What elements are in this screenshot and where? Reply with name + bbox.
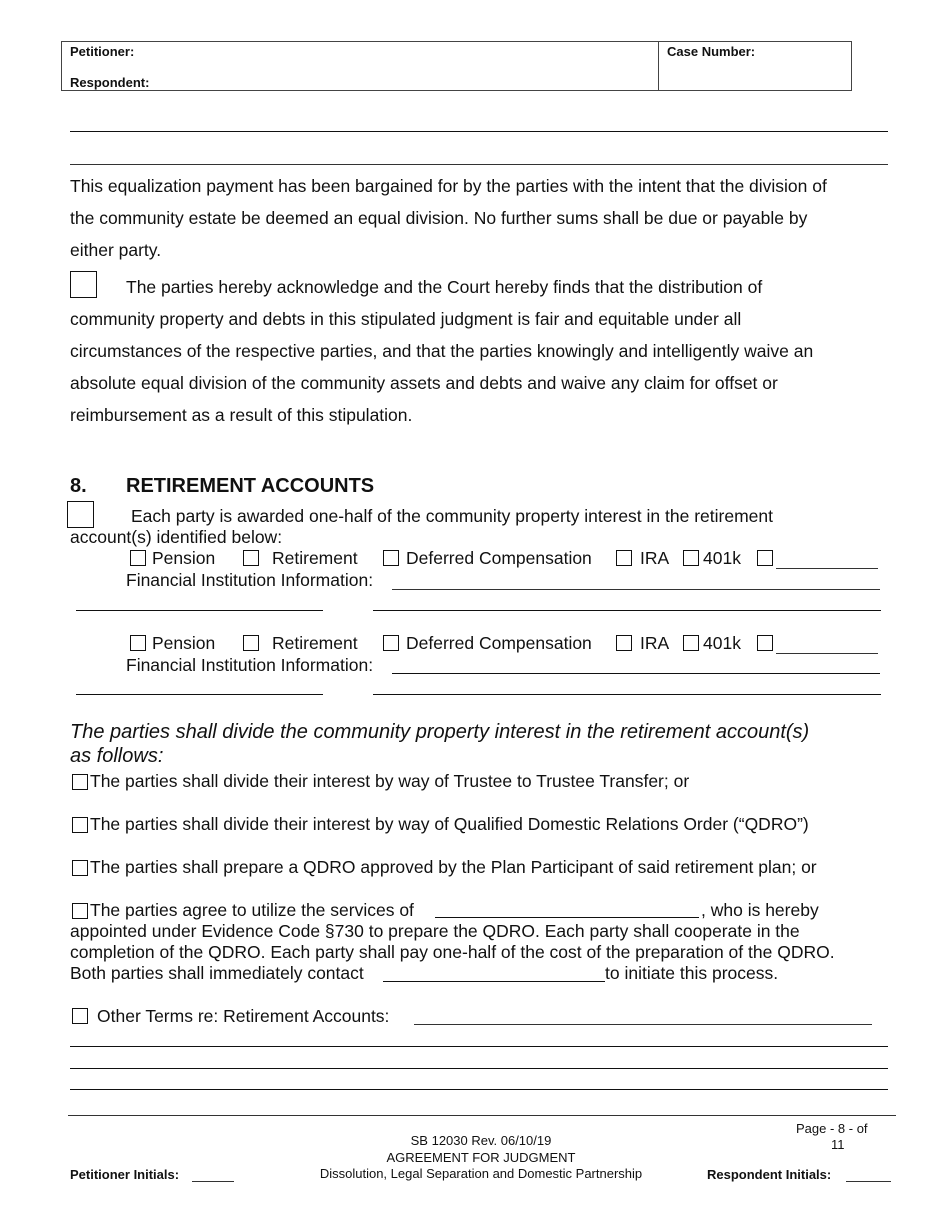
pension-checkbox[interactable] <box>130 550 146 566</box>
financial-label: Financial Institution Information: <box>126 570 374 590</box>
acknowledge-line: circumstances of the respective parties, and that the parties knowingly and intelligently waive an <box>70 341 814 361</box>
award-line: Each party is awarded one-half of the community property interest in the retirement <box>131 506 773 526</box>
deferred-checkbox[interactable] <box>383 550 399 566</box>
divide-option-2: The parties shall divide their interest by way of Qualified Domestic Relations Order (“QDRO”) <box>90 814 809 834</box>
divide-heading-line: as follows: <box>70 745 164 767</box>
acknowledge-line: community property and debts in this stipulated judgment is fair and equitable under all <box>70 309 742 329</box>
blank-line[interactable] <box>76 694 323 695</box>
pension-label: Pension <box>152 633 216 653</box>
retirement-label: Retirement <box>272 633 358 653</box>
other-account-checkbox[interactable] <box>757 635 773 651</box>
blank-line[interactable] <box>76 610 323 611</box>
divide-option-4-line: appointed under Evidence Code §730 to prepare the QDRO. Each party shall cooperate in the <box>70 921 800 941</box>
divide-option-4-checkbox[interactable] <box>72 903 88 919</box>
divide-option-4-text: The parties agree to utilize the services of <box>90 900 414 920</box>
k401-label: 401k <box>703 548 741 568</box>
acknowledge-line: absolute equal division of the community assets and debts and waive any claim for offset or <box>70 373 778 393</box>
other-account-line[interactable] <box>776 568 878 569</box>
retirement-label: Retirement <box>272 548 358 568</box>
section-number: 8. <box>70 475 87 497</box>
account-options-row-2 <box>0 633 950 655</box>
other-terms-line[interactable] <box>414 1024 872 1025</box>
financial-line[interactable] <box>392 589 880 590</box>
divide-heading-line: The parties shall divide the community property interest in the retirement account(s) <box>70 721 810 743</box>
ira-label: IRA <box>640 633 670 653</box>
deferred-checkbox[interactable] <box>383 635 399 651</box>
other-account-line[interactable] <box>776 653 878 654</box>
contact-line[interactable] <box>383 981 605 982</box>
blank-line[interactable] <box>70 131 888 132</box>
acknowledge-checkbox[interactable] <box>70 271 97 298</box>
blank-line[interactable] <box>373 694 881 695</box>
page-total: 11 <box>831 1137 845 1152</box>
equalization-line: This equalization payment has been bargained for by the parties with the intent that the division of <box>70 176 827 196</box>
blank-line[interactable] <box>373 610 881 611</box>
caption-divider <box>658 42 659 90</box>
retirement-checkbox[interactable] <box>243 635 259 651</box>
retirement-checkbox[interactable] <box>243 550 259 566</box>
equalization-line: either party. <box>70 240 162 260</box>
qdro-preparer-line[interactable] <box>435 917 699 918</box>
acknowledge-line: reimbursement as a result of this stipulation. <box>70 405 413 425</box>
page-number: Page - 8 - of <box>796 1121 868 1136</box>
section-title: RETIREMENT ACCOUNTS <box>126 475 375 497</box>
deferred-label: Deferred Compensation <box>406 548 592 568</box>
other-terms-label: Other Terms re: Retirement Accounts: <box>97 1006 390 1026</box>
divide-option-4-text: , who is hereby <box>701 900 819 920</box>
respondent-initials-label: Respondent Initials: <box>707 1167 832 1182</box>
blank-line[interactable] <box>70 1068 888 1069</box>
form-title: AGREEMENT FOR JUDGMENT <box>386 1150 576 1165</box>
divide-option-1-checkbox[interactable] <box>72 774 88 790</box>
respondent-initials-line[interactable] <box>846 1181 891 1182</box>
pension-label: Pension <box>152 548 216 568</box>
financial-label: Financial Institution Information: <box>126 655 374 675</box>
pension-checkbox[interactable] <box>130 635 146 651</box>
divide-option-1: The parties shall divide their interest by way of Trustee to Trustee Transfer; or <box>90 771 690 791</box>
divide-option-3: The parties shall prepare a QDRO approved by the Plan Participant of said retirement plan; or <box>90 857 817 877</box>
petitioner-initials-line[interactable] <box>192 1181 234 1182</box>
acknowledge-line: The parties hereby acknowledge and the Court hereby finds that the distribution of <box>126 277 763 297</box>
k401-checkbox[interactable] <box>683 550 699 566</box>
other-terms-checkbox[interactable] <box>72 1008 88 1024</box>
divide-option-4-line: completion of the QDRO. Each party shall pay one-half of the cost of the preparation of the QDRO. <box>70 942 835 962</box>
case-number-label: Case Number: <box>667 44 756 59</box>
divide-option-4-line: to initiate this process. <box>605 963 779 983</box>
award-checkbox[interactable] <box>67 501 94 528</box>
k401-label: 401k <box>703 633 741 653</box>
financial-line[interactable] <box>392 673 880 674</box>
ira-checkbox[interactable] <box>616 635 632 651</box>
deferred-label: Deferred Compensation <box>406 633 592 653</box>
petitioner-label: Petitioner: <box>70 44 135 59</box>
ira-label: IRA <box>640 548 670 568</box>
footer-divider <box>68 1115 896 1116</box>
ira-checkbox[interactable] <box>616 550 632 566</box>
blank-line[interactable] <box>70 164 888 165</box>
account-options-row-1 <box>0 548 950 570</box>
award-line: account(s) identified below: <box>70 527 283 547</box>
blank-line[interactable] <box>70 1046 888 1047</box>
respondent-label: Respondent: <box>70 75 150 90</box>
other-account-checkbox[interactable] <box>757 550 773 566</box>
divide-option-4-line: Both parties shall immediately contact <box>70 963 364 983</box>
equalization-line: the community estate be deemed an equal division. No further sums shall be due or payable by <box>70 208 808 228</box>
k401-checkbox[interactable] <box>683 635 699 651</box>
form-number: SB 12030 Rev. 06/10/19 <box>410 1133 552 1148</box>
divide-option-3-checkbox[interactable] <box>72 860 88 876</box>
divide-option-2-checkbox[interactable] <box>72 817 88 833</box>
caption-box <box>61 41 852 91</box>
blank-line[interactable] <box>70 1089 888 1090</box>
form-subtitle: Dissolution, Legal Separation and Domestic Partnership <box>319 1166 643 1181</box>
petitioner-initials-label: Petitioner Initials: <box>70 1167 180 1182</box>
